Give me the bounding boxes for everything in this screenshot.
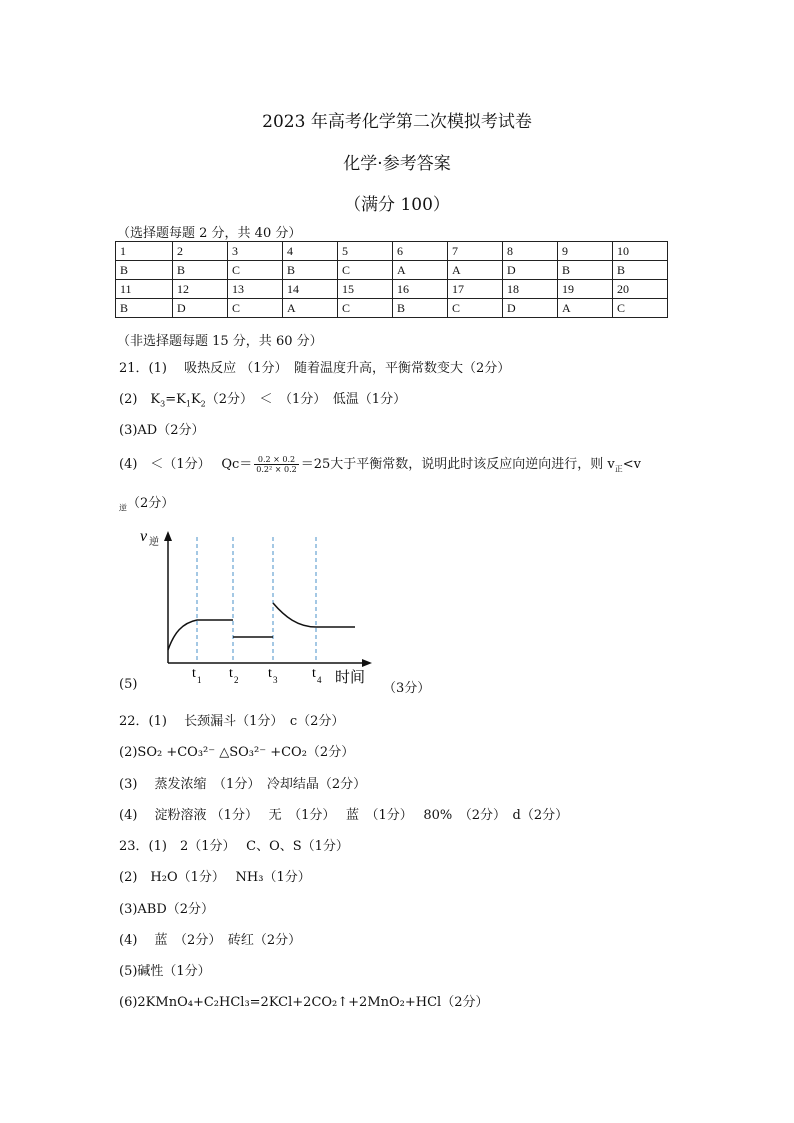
answer-table	[115, 241, 668, 318]
answer-table-cell: 19	[558, 280, 613, 299]
q23-line2: (2) H₂O（1分） NH₃（1分）	[119, 870, 311, 885]
q23-line1: 23．(1) 2（1分） C、O、S（1分）	[119, 839, 349, 854]
answer-table-cell: A	[558, 299, 613, 318]
q22-line2: (2)SO₂ +CO₃²⁻ △SO₃²⁻ +CO₂（2分）	[119, 745, 355, 760]
curve-segment-3	[273, 603, 355, 627]
answer-table-cell: 16	[393, 280, 448, 299]
answer-table-cell: C	[448, 299, 503, 318]
y-axis-sub: 逆	[149, 537, 159, 548]
y-axis-label: v	[140, 528, 148, 545]
y-axis-arrow	[164, 531, 172, 541]
x-axis-label: 时间	[335, 670, 366, 686]
answer-table-cell: 11	[116, 280, 173, 299]
answer-table-cell: 14	[283, 280, 338, 299]
answer-table-cell: A	[393, 261, 448, 280]
q21-line3: (3)AD（2分）	[119, 423, 205, 438]
answer-table-cell: 15	[338, 280, 393, 299]
q22-line4: (4) 淀粉溶液 （1分） 无 （1分） 蓝 （1分） 80% （2分） d（2分）	[119, 808, 569, 823]
nonmcq-note: （非选择题每题 15 分，共 60 分）	[117, 334, 323, 349]
answer-table-cell: 13	[228, 280, 283, 299]
tick-t4: t	[312, 666, 316, 681]
full-score: （满分 100）	[344, 195, 450, 215]
answer-table-cell: 5	[338, 242, 393, 261]
answer-table-row	[116, 299, 668, 318]
answer-table-row	[116, 280, 668, 299]
q21-line4: (4) ＜（1分） Qc＝ $\frac{0.2 \times 0.2}{\text{0.2² × 0.2}}$ ＝25大于平衡常数，说明此时该反应向逆向进行，则 $v_正<v$	[119, 455, 641, 474]
q21-line1: 21．(1) 吸热反应 （1分） 随着温度升高，平衡常数变大（2分）	[119, 361, 511, 376]
q23-line6: (6)2KMnO₄+C₂HCl₃=2KCl+2CO₂↑+2MnO₂+HCl（2分）	[119, 995, 489, 1010]
answer-table-cell: C	[228, 261, 283, 280]
answer-table-cell: 6	[393, 242, 448, 261]
tick-t4-sub: 4	[317, 675, 322, 685]
q21-line5-label: (5)	[119, 677, 138, 692]
exam-subtitle: 化学·参考答案	[343, 154, 451, 174]
answer-table-cell: 20	[613, 280, 668, 299]
answer-table-cell: 18	[503, 280, 558, 299]
answer-table-cell: 12	[173, 280, 228, 299]
rate-time-graph	[130, 525, 380, 690]
answer-table-cell: 4	[283, 242, 338, 261]
q21-line5-score: （3分）	[383, 681, 431, 696]
answer-table-cell: C	[228, 299, 283, 318]
q22-line3: (3) 蒸发浓缩 （1分） 冷却结晶（2分）	[119, 777, 367, 792]
answer-table-cell: C	[613, 299, 668, 318]
answer-table-cell: 17	[448, 280, 503, 299]
answer-table-row	[116, 242, 668, 261]
x-axis-arrow	[362, 659, 372, 667]
answer-table-cell: 3	[228, 242, 283, 261]
q23-line5: (5)碱性（1分）	[119, 964, 211, 979]
answer-table-cell: 7	[448, 242, 503, 261]
answer-table-cell: B	[283, 261, 338, 280]
tick-t3: t	[268, 666, 272, 681]
curve-segment-1	[168, 620, 233, 650]
answer-table-cell: 8	[503, 242, 558, 261]
answer-table-cell: D	[503, 261, 558, 280]
answer-table-cell: A	[448, 261, 503, 280]
q23-line4: (4) 蓝 （2分） 砖红（2分）	[119, 933, 302, 948]
tick-t2: t	[229, 666, 233, 681]
answer-table-cell: C	[338, 299, 393, 318]
answer-table-cell: D	[173, 299, 228, 318]
answer-table-cell: B	[393, 299, 448, 318]
answer-table-cell: D	[503, 299, 558, 318]
mcq-note: （选择题每题 2 分，共 40 分）	[117, 226, 302, 241]
answer-table-cell: 9	[558, 242, 613, 261]
answer-table-cell: B	[613, 261, 668, 280]
q23-line3: (3)ABD（2分）	[119, 902, 215, 917]
q21-line4-cont: $_逆$（2分）	[119, 496, 175, 513]
answer-table-row	[116, 261, 668, 280]
answer-table-cell: 10	[613, 242, 668, 261]
tick-t1-sub: 1	[197, 675, 202, 685]
answer-table-cell: 1	[116, 242, 173, 261]
answer-table-cell: 2	[173, 242, 228, 261]
q22-line1: 22．(1) 长颈漏斗（1分） c（2分）	[119, 714, 345, 729]
q21-line2: (2) $K_3=K_1K_2(2$分） ＜ （1分） 低温（1分）	[119, 392, 407, 409]
answer-table-cell: C	[338, 261, 393, 280]
answer-table-cell: B	[116, 299, 173, 318]
answer-table-cell: B	[558, 261, 613, 280]
tick-t2-sub: 2	[234, 675, 239, 685]
exam-title: 2023 年高考化学第二次模拟考试卷	[262, 112, 532, 132]
qc-fraction: $\frac{0.2 \times 0.2}{\text{0.2² × 0.2}}$	[256, 455, 297, 474]
answer-table-cell: A	[283, 299, 338, 318]
answer-table-cell: B	[173, 261, 228, 280]
answer-table-cell: B	[116, 261, 173, 280]
tick-t1: t	[192, 666, 196, 681]
tick-t3-sub: 3	[273, 675, 278, 685]
